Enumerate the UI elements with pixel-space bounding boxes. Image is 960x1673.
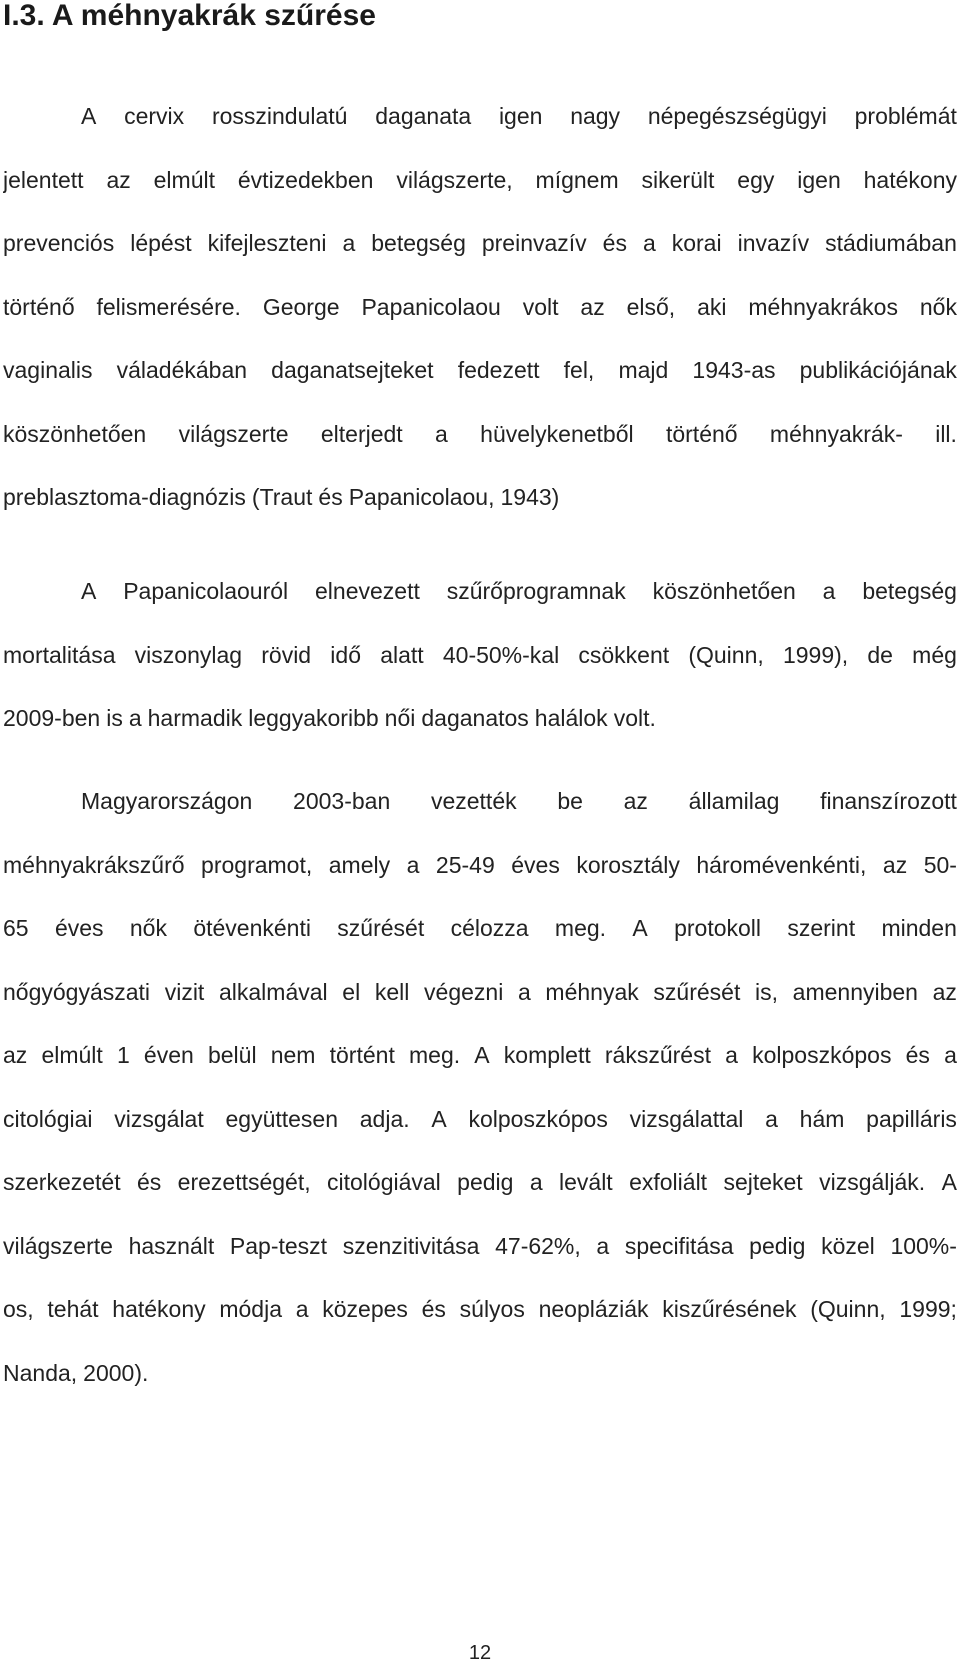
text-line: jelentett az elmúlt évtizedekben világszerte, mígnem sikerült egy igen hatékony xyxy=(3,166,957,193)
text-line: 65 éves nők ötévenkénti szűrését célozza meg. A protokoll szerint minden xyxy=(3,915,957,941)
text-line: prevenciós lépést kifejleszteni a betegség preinvazív és a korai invazív stádiumában xyxy=(3,230,957,256)
text-line: A cervix rosszindulatú daganata igen nagy népegészségügyi problémát xyxy=(81,103,957,129)
text-line: A Papanicolaouról elnevezett szűrőprogramnak köszönhetően a betegség xyxy=(81,578,957,604)
text-line: méhnyakrákszűrő programot, amely a 25-49 éves korosztály háromévenkénti, az 50- xyxy=(3,851,957,878)
text-line: preblasztoma-diagnózis (Traut és Papanicolaou, 1943) xyxy=(3,484,560,510)
text-line: világszerte használt Pap-teszt szenzitivitása 47-62%, a specifitása pedig közel 100%- xyxy=(3,1232,957,1259)
section-heading: I.3. A méhnyakrák szűrése xyxy=(3,0,376,32)
text-line: nőgyógyászati vizit alkalmával el kell végezni a méhnyak szűrését is, amennyiben az xyxy=(3,978,957,1005)
text-line: 2009-ben is a harmadik leggyakoribb női daganatos halálok volt. xyxy=(3,705,656,731)
text-line: citológiai vizsgálat együttesen adja. A kolposzkópos vizsgálattal a hám papilláris xyxy=(3,1105,957,1132)
text-line: Magyarországon 2003-ban vezették be az államilag finanszírozott xyxy=(81,788,957,814)
text-line: vaginalis váladékában daganatsejteket fedezett fel, majd 1943-as publikációjának xyxy=(3,357,957,383)
text-line: os, tehát hatékony módja a közepes és súlyos neopláziák kiszűrésének (Quinn, 1999; xyxy=(3,1296,957,1322)
text-line: az elmúlt 1 éven belül nem történt meg. A komplett rákszűrést a kolposzkópos és a xyxy=(3,1042,957,1068)
page-number: 12 xyxy=(468,1642,492,1664)
text-line: történő felismerésére. George Papanicolaou volt az első, aki méhnyakrákos nők xyxy=(3,293,957,320)
text-line: mortalitása viszonylag rövid idő alatt 40-50%-kal csökkent (Quinn, 1999), de még xyxy=(3,641,957,668)
text-line: köszönhetően világszerte elterjedt a hüvelykenetből történő méhnyakrák- ill. xyxy=(3,420,957,447)
text-line: szerkezetét és erezettségét, citológiával pedig a levált exfoliált sejteket vizsgálják. A xyxy=(3,1169,957,1195)
text-line: Nanda, 2000). xyxy=(3,1359,149,1386)
